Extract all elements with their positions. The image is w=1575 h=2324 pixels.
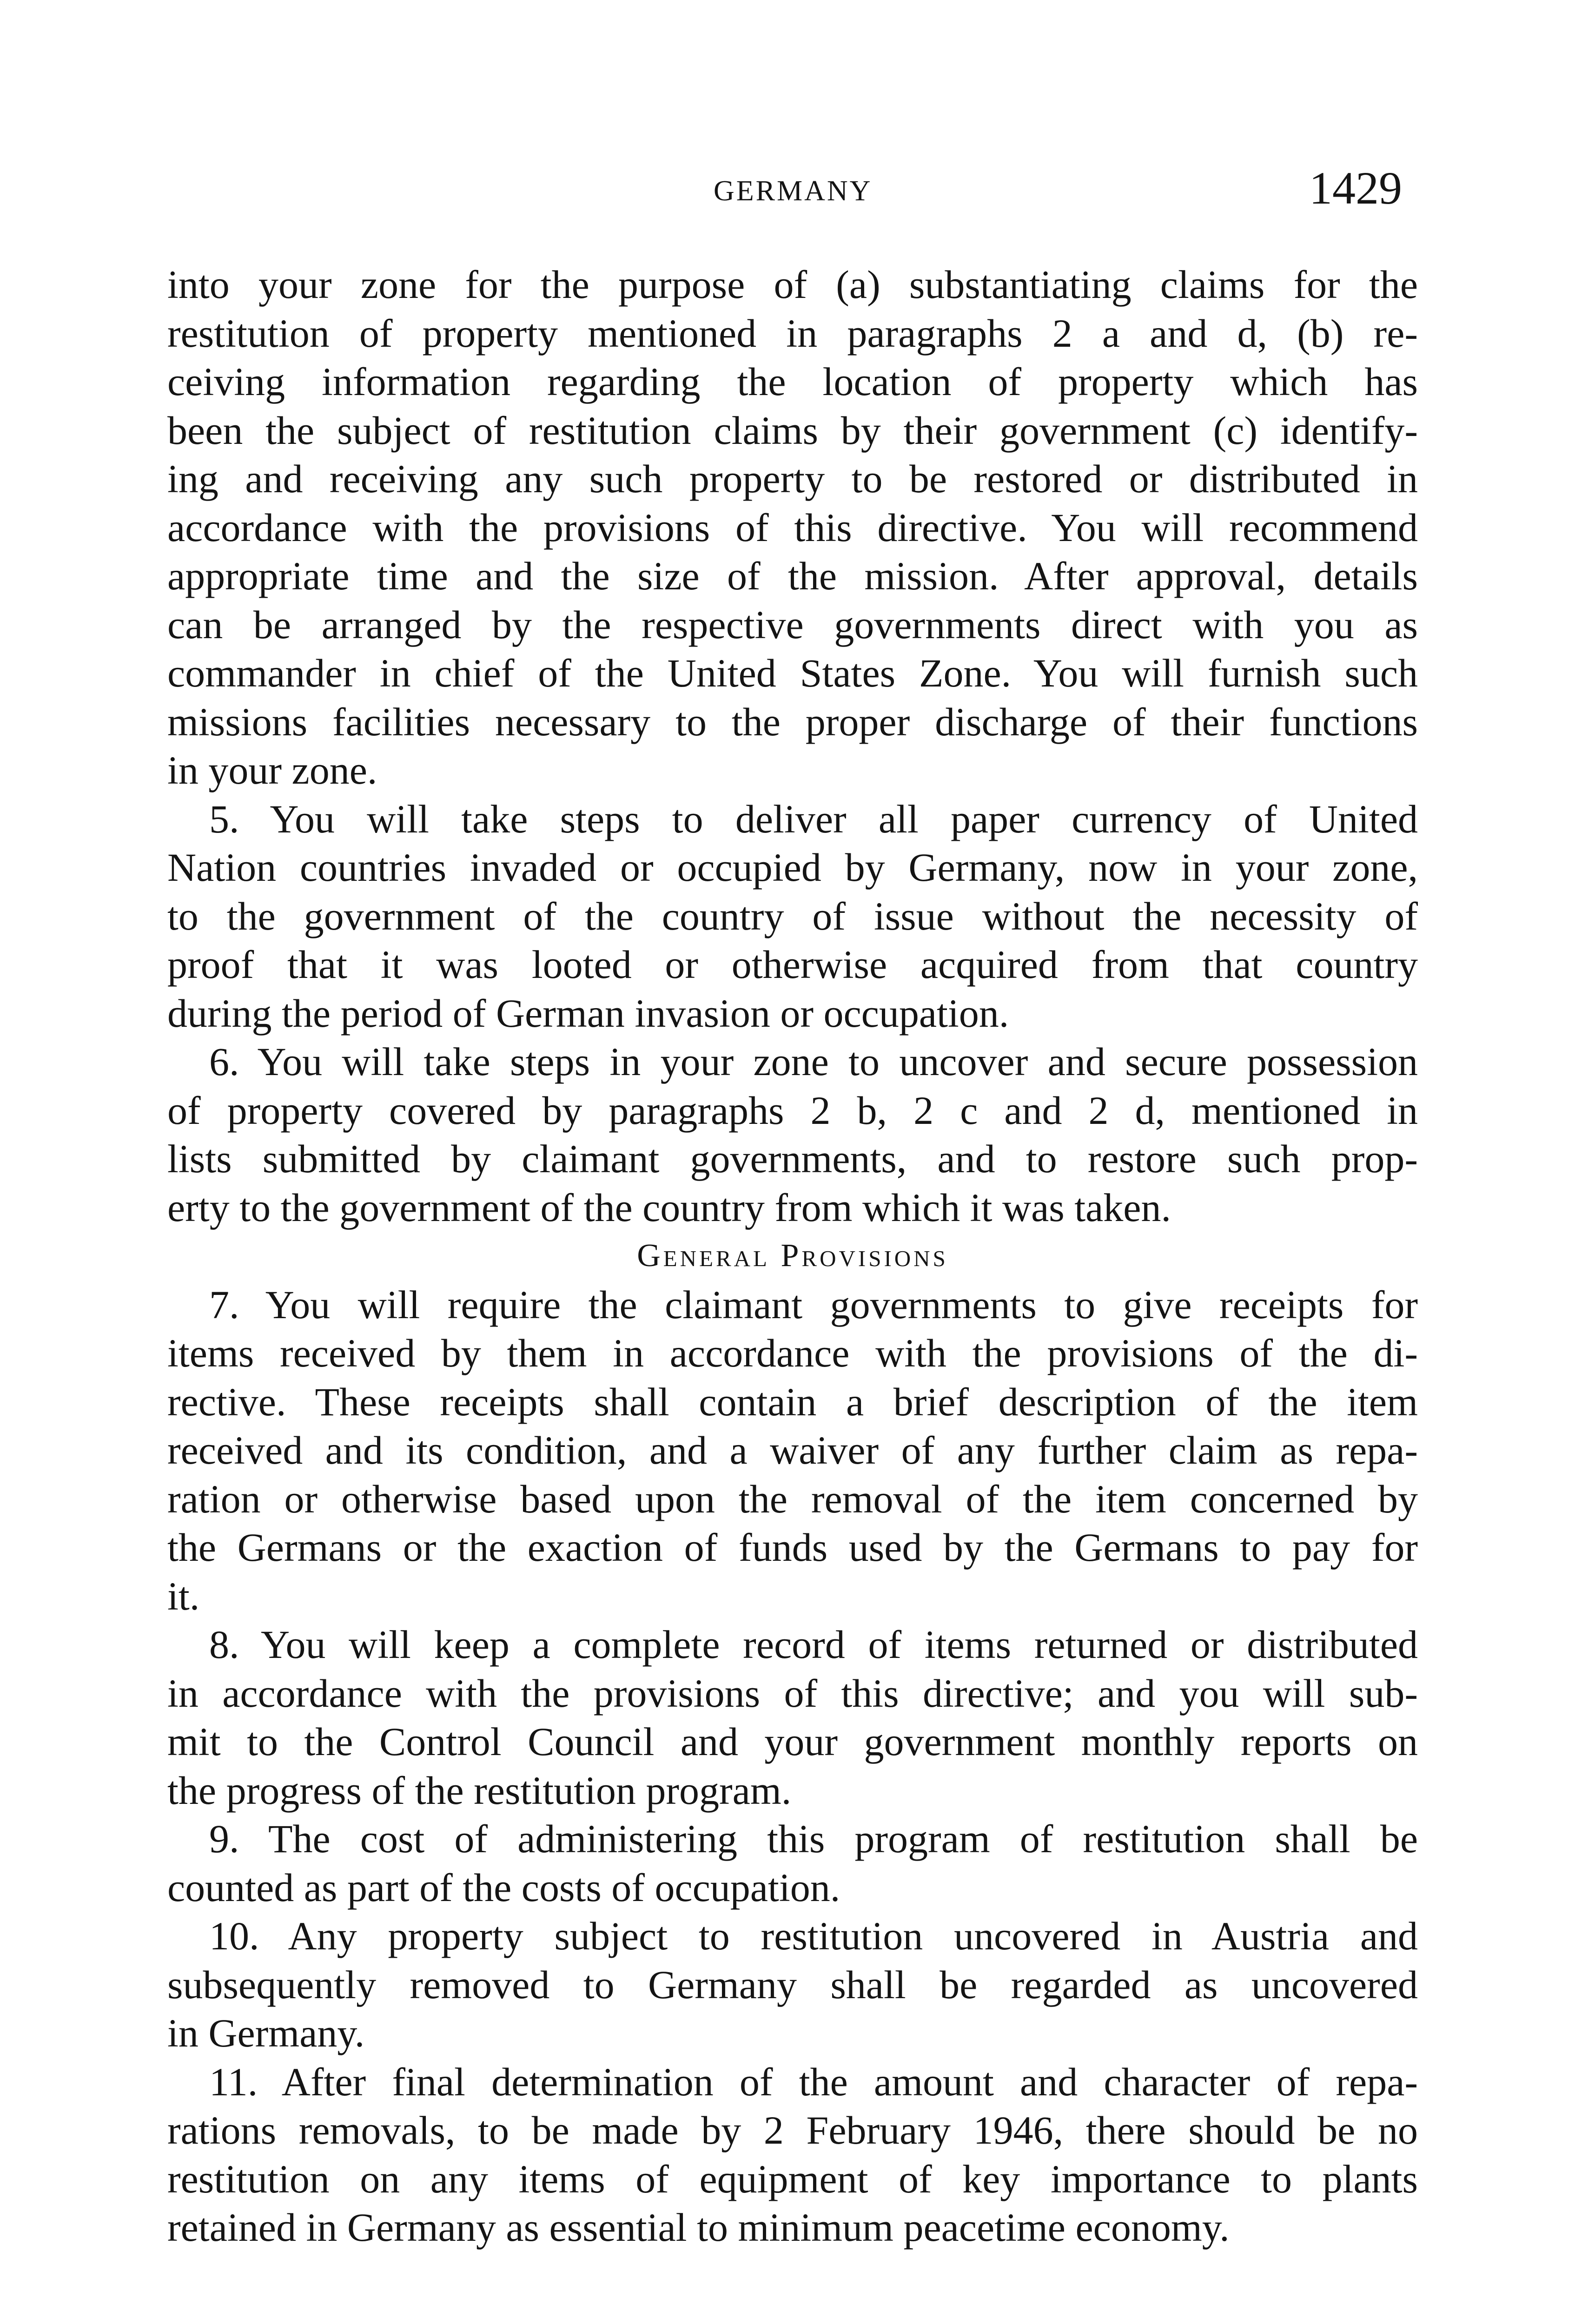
text-line: received and its condition, and a waiver of any further claim as repa- (167, 1428, 1418, 1472)
text-line: to the government of the country of issue without the necessity of (167, 893, 1418, 938)
text-line: proof that it was looted or otherwise acquired from that country (167, 942, 1418, 987)
running-head: GERMANY (714, 175, 873, 207)
paragraph-11 (167, 2058, 1418, 2252)
text-line: commander in chief of the United States Zone. You will furnish such (167, 651, 1418, 695)
paragraph-continuation (167, 260, 1418, 795)
body-text (167, 260, 1418, 2252)
text-line: 8. You will keep a complete record of items returned or distributed (209, 1622, 1418, 1667)
text-line: appropriate time and the size of the mission. After approval, details (167, 554, 1418, 598)
paragraph-5 (167, 795, 1418, 1038)
text-line: ceiving information regarding the location of property which has (167, 359, 1418, 404)
text-line: 5. You will take steps to deliver all paper currency of United (209, 796, 1418, 841)
text-line: accordance with the provisions of this directive. You will recommend (167, 505, 1418, 550)
text-line: missions facilities necessary to the proper discharge of their functions (167, 699, 1418, 744)
text-line: restitution on any items of equipment of key importance to plants (167, 2156, 1418, 2201)
paragraph-7 (167, 1281, 1418, 1621)
text-line: of property covered by paragraphs 2 b, 2 c and 2 d, mentioned in (167, 1088, 1418, 1133)
text-line: retained in Germany as essential to minimum peacetime economy. (167, 2205, 1230, 2250)
text-line: mit to the Control Council and your government monthly reports on (167, 1719, 1418, 1764)
text-line: in your zone. (167, 748, 377, 792)
text-line: 6. You will take steps in your zone to uncover and secure possession (209, 1039, 1418, 1084)
text-line: counted as part of the costs of occupation. (167, 1865, 840, 1910)
text-line: 7. You will require the claimant governments to give receipts for (209, 1282, 1418, 1327)
text-line: in Germany. (167, 2011, 365, 2055)
text-line: during the period of German invasion or occupation. (167, 990, 1009, 1036)
text-line: the progress of the restitution program. (167, 1768, 792, 1813)
text-line: the Germans or the exaction of funds used by the Germans to pay for (167, 1525, 1418, 1570)
paragraph-10 (167, 1912, 1418, 2058)
text-line: ing and receiving any such property to be restored or distributed in (167, 456, 1418, 501)
text-line: been the subject of restitution claims by their government (c) identify- (167, 408, 1418, 453)
text-line: subsequently removed to Germany shall be regarded as uncovered (167, 1962, 1418, 2007)
paragraph-6 (167, 1037, 1418, 1232)
paragraph-9 (167, 1815, 1418, 1912)
section-heading: General Provisions (637, 1238, 948, 1274)
text-line: lists submitted by claimant governments, and to restore such prop- (167, 1136, 1418, 1181)
text-line: erty to the government of the country from which it was taken. (167, 1185, 1171, 1230)
paragraph-8 (167, 1620, 1418, 1815)
text-line: 10. Any property subject to restitution uncovered in Austria and (209, 1914, 1418, 1958)
text-line: can be arranged by the respective governments direct with you as (167, 602, 1418, 647)
text-line: into your zone for the purpose of (a) substantiating claims for the (167, 262, 1418, 307)
text-line: ration or otherwise based upon the removal of the item concerned by (167, 1476, 1418, 1521)
text-line: in accordance with the provisions of this directive; and you will sub- (167, 1670, 1418, 1716)
text-line: Nation countries invaded or occupied by Germany, now in your zone, (167, 845, 1418, 890)
text-line: restitution of property mentioned in paragraphs 2 a and d, (b) re- (167, 310, 1418, 356)
text-line: rations removals, to be made by 2 February 1946, there should be no (167, 2108, 1418, 2152)
text-line: it. (167, 1573, 200, 1618)
text-line: rective. These receipts shall contain a brief description of the item (167, 1379, 1418, 1424)
text-line: 11. After final determination of the amount and character of repa- (209, 2059, 1418, 2104)
text-line: items received by them in accordance with the provisions of the di- (167, 1331, 1418, 1375)
text-line: 9. The cost of administering this program of restitution shall be (209, 1816, 1418, 1861)
page-number: 1429 (1309, 162, 1402, 214)
